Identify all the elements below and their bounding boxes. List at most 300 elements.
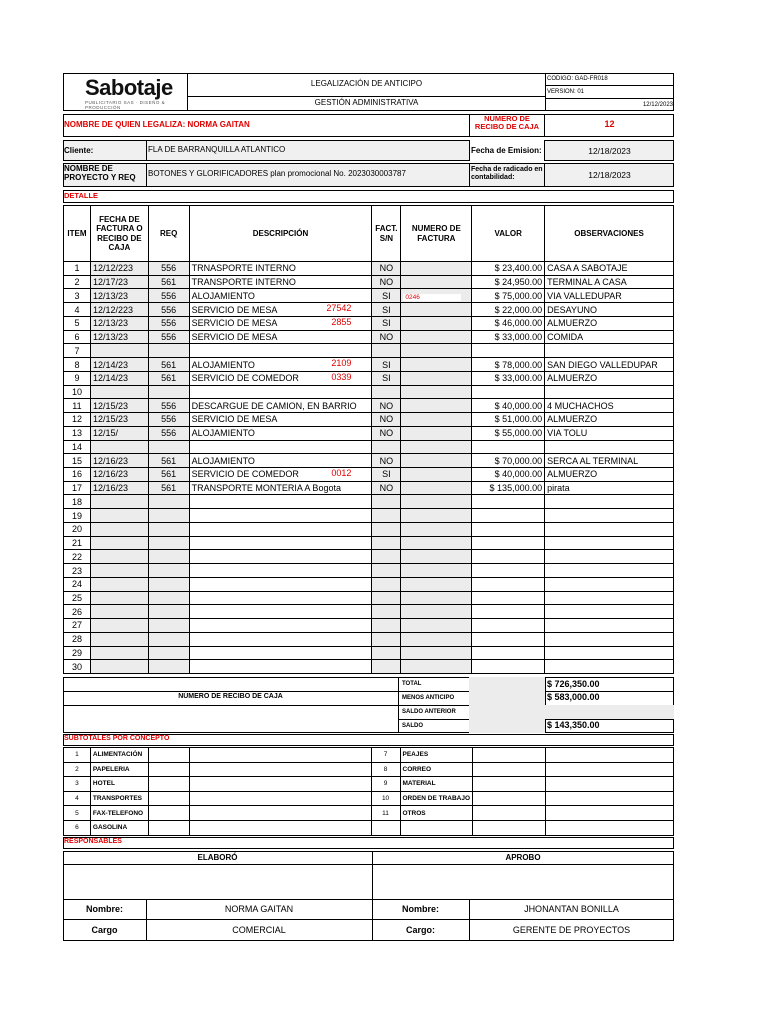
fact-cell bbox=[372, 646, 401, 660]
descripcion-cell bbox=[189, 454, 372, 468]
req-cell bbox=[148, 577, 189, 591]
fact-cell bbox=[372, 522, 401, 536]
item-cell: 4 bbox=[64, 303, 91, 317]
item-cell: 11 bbox=[64, 399, 91, 413]
numero-factura-cell bbox=[401, 577, 472, 591]
emision-value: 12/18/2023 bbox=[588, 146, 631, 156]
fact-cell bbox=[372, 536, 401, 550]
fecha-cell bbox=[90, 632, 148, 646]
descripcion-cell bbox=[189, 646, 372, 660]
subtotal-concept: TRANSPORTES bbox=[90, 791, 148, 806]
descripcion-text: SERVICIO DE MESA bbox=[191, 414, 278, 425]
numero-factura-text: 0246 bbox=[403, 294, 461, 301]
req-cell bbox=[148, 509, 189, 523]
item-cell: 21 bbox=[64, 536, 91, 550]
client-value: FLA DE BARRANQUILLA ATLANTICO bbox=[148, 145, 286, 154]
req-cell bbox=[148, 619, 189, 633]
req-cell: 561 bbox=[148, 468, 189, 482]
table-row bbox=[64, 316, 674, 330]
descripcion-cell bbox=[189, 522, 372, 536]
observaciones-cell bbox=[545, 440, 674, 454]
item-cell: 9 bbox=[64, 371, 91, 385]
observaciones-cell: DESAYUNO bbox=[545, 303, 674, 317]
subtotal-number: 2 bbox=[64, 762, 91, 777]
observaciones-cell bbox=[545, 536, 674, 550]
numero-factura-cell bbox=[401, 289, 472, 303]
req-cell bbox=[148, 646, 189, 660]
req-cell bbox=[148, 495, 189, 509]
numero-factura-cell bbox=[401, 371, 472, 385]
table-row bbox=[64, 303, 674, 317]
fact-cell: SI bbox=[372, 371, 401, 385]
recibo-numero: 0339 bbox=[331, 371, 352, 382]
subtotal-blank bbox=[545, 762, 673, 777]
table-row bbox=[64, 426, 674, 440]
subtotal-concept: ORDEN DE TRABAJO bbox=[400, 791, 473, 806]
document-version: VERSION: 01 bbox=[546, 86, 674, 99]
recibo-label: NUMERO DE RECIBO DE CAJA bbox=[469, 114, 545, 137]
descripcion-cell bbox=[189, 564, 372, 578]
fecha-cell bbox=[90, 522, 148, 536]
descripcion-text: ALOJAMIENTO bbox=[191, 290, 255, 301]
numero-factura-cell bbox=[401, 550, 472, 564]
table-row bbox=[64, 371, 674, 385]
descripcion-cell bbox=[189, 316, 372, 330]
subtotal-blank bbox=[189, 748, 371, 763]
req-cell bbox=[148, 660, 189, 674]
legaliza-label: NOMBRE DE QUIEN LEGALIZA: NORMA GAITAN bbox=[64, 120, 250, 129]
subtotal-blank bbox=[189, 806, 371, 821]
fecha-cell bbox=[90, 605, 148, 619]
subtotal-concept: FAX-TELEFONO bbox=[90, 806, 148, 821]
subtotal-number: 3 bbox=[64, 777, 91, 792]
numero-factura-cell bbox=[401, 275, 472, 289]
item-cell: 3 bbox=[64, 289, 91, 303]
descripcion-cell bbox=[189, 632, 372, 646]
item-cell: 20 bbox=[64, 522, 91, 536]
recibo-numero: 0012 bbox=[331, 468, 352, 479]
descripcion-cell bbox=[189, 468, 372, 482]
meta-box bbox=[545, 73, 674, 111]
descripcion-cell bbox=[189, 509, 372, 523]
aprobo-cargo-label: Cargo: bbox=[406, 925, 435, 935]
document-title: LEGALIZACIÓN DE ANTICIPO bbox=[310, 79, 423, 88]
fact-cell: NO bbox=[372, 262, 401, 276]
fecha-cell: 12/12/223 bbox=[90, 262, 148, 276]
valor-cell: $ 24,950.00 bbox=[472, 275, 545, 289]
table-row bbox=[64, 619, 674, 633]
fact-cell: NO bbox=[372, 413, 401, 427]
descripcion-cell bbox=[189, 550, 372, 564]
numero-factura-cell bbox=[401, 440, 472, 454]
table-row bbox=[64, 289, 674, 303]
numero-factura-cell bbox=[401, 262, 472, 276]
subtotal-value bbox=[473, 791, 546, 806]
fecha-cell bbox=[90, 440, 148, 454]
fact-cell bbox=[372, 564, 401, 578]
subtotal-value bbox=[473, 762, 546, 777]
item-cell: 6 bbox=[64, 330, 91, 344]
fecha-cell bbox=[90, 550, 148, 564]
subtotal-row bbox=[64, 791, 674, 806]
col-numero-factura: NUMERO DE FACTURA bbox=[401, 206, 472, 262]
subtotal-blank bbox=[189, 762, 371, 777]
observaciones-cell bbox=[545, 632, 674, 646]
fact-cell bbox=[372, 344, 401, 358]
descripcion-cell bbox=[189, 605, 372, 619]
numero-factura-cell bbox=[401, 605, 472, 619]
descripcion-text: DESCARGUE DE CAMION, EN BARRIO bbox=[191, 400, 357, 411]
fecha-cell bbox=[90, 564, 148, 578]
fact-cell: NO bbox=[372, 275, 401, 289]
descripcion-cell bbox=[189, 330, 372, 344]
elaboro-nombre-label: Nombre: bbox=[85, 904, 123, 914]
subtotales-label: SUBTOTALES POR CONCEPTO bbox=[64, 735, 170, 742]
subtotal-concept: CORREO bbox=[400, 762, 473, 777]
numero-factura-cell bbox=[401, 330, 472, 344]
item-cell: 8 bbox=[64, 358, 91, 372]
subtotal-blank bbox=[545, 777, 673, 792]
req-cell: 556 bbox=[148, 289, 189, 303]
observaciones-cell: SAN DIEGO VALLEDUPAR bbox=[545, 358, 674, 372]
saldo-anterior-label: SALDO ANTERIOR bbox=[402, 709, 456, 715]
valor-cell: $ 23,400.00 bbox=[472, 262, 545, 276]
project-label: NOMBRE DE PROYECTO Y REQ bbox=[64, 164, 136, 182]
valor-cell bbox=[472, 344, 545, 358]
fecha-cell: 12/13/23 bbox=[90, 316, 148, 330]
table-row bbox=[64, 454, 674, 468]
fecha-cell bbox=[90, 577, 148, 591]
detail-header-row bbox=[64, 206, 674, 262]
fact-cell bbox=[372, 385, 401, 399]
fact-cell bbox=[372, 577, 401, 591]
descripcion-cell bbox=[189, 289, 372, 303]
anticipo-label: MENOS ANTICIPO bbox=[402, 695, 455, 701]
observaciones-cell: ALMUERZO bbox=[545, 371, 674, 385]
item-cell: 25 bbox=[64, 591, 91, 605]
numero-factura-cell bbox=[401, 619, 472, 633]
valor-cell bbox=[472, 577, 545, 591]
numero-factura-cell bbox=[401, 344, 472, 358]
fact-cell bbox=[372, 509, 401, 523]
observaciones-cell: ALMUERZO bbox=[545, 316, 674, 330]
subtotal-value bbox=[148, 820, 189, 835]
req-cell bbox=[148, 550, 189, 564]
item-cell: 15 bbox=[64, 454, 91, 468]
fact-cell: SI bbox=[372, 303, 401, 317]
fecha-cell bbox=[90, 660, 148, 674]
subtotales-table bbox=[63, 747, 674, 836]
table-row bbox=[64, 660, 674, 674]
descripcion-cell bbox=[189, 262, 372, 276]
observaciones-cell bbox=[545, 550, 674, 564]
fecha-cell: 12/15/23 bbox=[90, 399, 148, 413]
responsables-label: RESPONSABLES bbox=[64, 838, 122, 845]
descripcion-cell bbox=[189, 413, 372, 427]
table-row bbox=[64, 632, 674, 646]
descripcion-cell bbox=[189, 619, 372, 633]
subtotal-value bbox=[148, 806, 189, 821]
valor-cell bbox=[472, 591, 545, 605]
elaboro-label: ELABORÓ bbox=[197, 853, 238, 862]
fact-cell: NO bbox=[372, 481, 401, 495]
recibo-caja-label: NÚMERO DE RECIBO DE CAJA bbox=[178, 693, 283, 700]
detalle-bar bbox=[63, 190, 674, 203]
fact-cell: SI bbox=[372, 468, 401, 482]
descripcion-text: TRNASPORTE INTERNO bbox=[191, 263, 296, 274]
req-cell bbox=[148, 344, 189, 358]
company-logo: Sabotaje bbox=[85, 75, 173, 100]
table-row bbox=[64, 358, 674, 372]
req-cell bbox=[148, 440, 189, 454]
valor-cell: $ 33,000.00 bbox=[472, 330, 545, 344]
fact-cell: SI bbox=[372, 358, 401, 372]
item-cell: 22 bbox=[64, 550, 91, 564]
subtotal-number: 5 bbox=[64, 806, 91, 821]
observaciones-cell: CASA A SABOTAJE bbox=[545, 262, 674, 276]
valor-cell bbox=[472, 495, 545, 509]
fact-cell bbox=[372, 495, 401, 509]
table-row bbox=[64, 440, 674, 454]
descripcion-cell bbox=[189, 385, 372, 399]
req-cell: 556 bbox=[148, 426, 189, 440]
numero-factura-cell bbox=[401, 385, 472, 399]
numero-factura-cell bbox=[401, 522, 472, 536]
valor-cell: $ 135,000.00 bbox=[472, 481, 545, 495]
numero-factura-cell bbox=[401, 468, 472, 482]
fecha-cell: 12/15/23 bbox=[90, 413, 148, 427]
descripcion-text: SERVICIO DE MESA bbox=[191, 332, 278, 343]
table-row bbox=[64, 591, 674, 605]
subtotal-blank bbox=[189, 791, 371, 806]
valor-cell: $ 22,000.00 bbox=[472, 303, 545, 317]
descripcion-cell bbox=[189, 495, 372, 509]
table-row bbox=[64, 262, 674, 276]
item-cell: 14 bbox=[64, 440, 91, 454]
col-item: ITEM bbox=[64, 206, 91, 262]
item-cell: 24 bbox=[64, 577, 91, 591]
numero-factura-cell bbox=[401, 632, 472, 646]
item-cell: 28 bbox=[64, 632, 91, 646]
valor-cell: $ 40,000.00 bbox=[472, 468, 545, 482]
subtotal-row bbox=[64, 806, 674, 821]
valor-cell: $ 75,000.00 bbox=[472, 289, 545, 303]
subtotal-row bbox=[64, 748, 674, 763]
client-label: Cliente: bbox=[64, 146, 94, 155]
recibo-value: 12 bbox=[604, 119, 615, 129]
valor-cell: $ 33,000.00 bbox=[472, 371, 545, 385]
table-row bbox=[64, 468, 674, 482]
req-cell bbox=[148, 632, 189, 646]
subtotal-concept: OTROS bbox=[400, 806, 473, 821]
valor-cell bbox=[472, 522, 545, 536]
total-label: TOTAL bbox=[402, 681, 422, 687]
valor-cell: $ 46,000.00 bbox=[472, 316, 545, 330]
subtotal-number: 1 bbox=[64, 748, 91, 763]
header-divider bbox=[188, 96, 545, 97]
item-cell: 29 bbox=[64, 646, 91, 660]
table-row bbox=[64, 646, 674, 660]
observaciones-cell bbox=[545, 619, 674, 633]
table-row bbox=[64, 275, 674, 289]
descripcion-cell bbox=[189, 426, 372, 440]
item-cell: 5 bbox=[64, 316, 91, 330]
descripcion-cell bbox=[189, 358, 372, 372]
item-cell: 19 bbox=[64, 509, 91, 523]
subtotal-value bbox=[148, 762, 189, 777]
observaciones-cell bbox=[545, 344, 674, 358]
descripcion-cell bbox=[189, 481, 372, 495]
valor-cell bbox=[472, 536, 545, 550]
radicado-value: 12/18/2023 bbox=[588, 170, 631, 180]
valor-cell bbox=[472, 619, 545, 633]
fact-cell: NO bbox=[372, 399, 401, 413]
subtotal-number: 11 bbox=[371, 806, 400, 821]
numero-factura-cell bbox=[401, 591, 472, 605]
detail-table bbox=[63, 205, 674, 674]
aprobo-nombre-label: Nombre: bbox=[401, 904, 439, 914]
item-cell: 30 bbox=[64, 660, 91, 674]
descripcion-cell bbox=[189, 303, 372, 317]
subtotal-number: 6 bbox=[64, 820, 91, 835]
table-row bbox=[64, 577, 674, 591]
numero-factura-cell bbox=[401, 426, 472, 440]
observaciones-cell: VIA TOLU bbox=[545, 426, 674, 440]
fecha-cell bbox=[90, 591, 148, 605]
req-cell bbox=[148, 591, 189, 605]
table-row bbox=[64, 330, 674, 344]
table-row bbox=[64, 344, 674, 358]
item-cell: 10 bbox=[64, 385, 91, 399]
fecha-cell bbox=[90, 495, 148, 509]
fecha-cell: 12/13/23 bbox=[90, 330, 148, 344]
req-cell: 561 bbox=[148, 454, 189, 468]
descripcion-text: TRANSPORTE MONTERIA A Bogota bbox=[191, 483, 341, 494]
fact-cell bbox=[372, 591, 401, 605]
descripcion-text: SERVICIO DE MESA bbox=[191, 304, 278, 315]
emision-label: Fecha de Emision: bbox=[471, 146, 542, 155]
fact-cell: NO bbox=[372, 426, 401, 440]
subtotal-blank bbox=[545, 791, 673, 806]
item-cell: 16 bbox=[64, 468, 91, 482]
item-cell: 26 bbox=[64, 605, 91, 619]
numero-factura-cell bbox=[401, 454, 472, 468]
observaciones-cell: COMIDA bbox=[545, 330, 674, 344]
col-valor: VALOR bbox=[472, 206, 545, 262]
descripcion-cell bbox=[189, 371, 372, 385]
subtotal-value bbox=[473, 748, 546, 763]
req-cell: 556 bbox=[148, 303, 189, 317]
req-cell: 556 bbox=[148, 413, 189, 427]
req-cell: 561 bbox=[148, 371, 189, 385]
fecha-cell: 12/12/223 bbox=[90, 303, 148, 317]
subtotal-value bbox=[473, 777, 546, 792]
observaciones-cell: VIA VALLEDUPAR bbox=[545, 289, 674, 303]
table-row bbox=[64, 413, 674, 427]
observaciones-cell bbox=[545, 495, 674, 509]
descripcion-cell bbox=[189, 275, 372, 289]
req-cell bbox=[148, 536, 189, 550]
table-row bbox=[64, 605, 674, 619]
subtotal-number: 10 bbox=[371, 791, 400, 806]
descripcion-cell bbox=[189, 660, 372, 674]
fecha-cell bbox=[90, 619, 148, 633]
valor-cell bbox=[472, 660, 545, 674]
item-cell: 18 bbox=[64, 495, 91, 509]
valor-cell bbox=[472, 605, 545, 619]
table-row bbox=[64, 550, 674, 564]
descripcion-text: SERVICIO DE COMEDOR bbox=[191, 469, 299, 480]
fact-cell bbox=[372, 619, 401, 633]
req-cell bbox=[148, 522, 189, 536]
fecha-cell: 12/16/23 bbox=[90, 468, 148, 482]
valor-cell bbox=[472, 564, 545, 578]
subtotal-value bbox=[148, 791, 189, 806]
fact-cell: SI bbox=[372, 289, 401, 303]
observaciones-cell bbox=[545, 509, 674, 523]
observaciones-cell bbox=[545, 522, 674, 536]
saldo-label: SALDO bbox=[402, 723, 423, 729]
valor-cell: $ 55,000.00 bbox=[472, 426, 545, 440]
subtotal-number: 4 bbox=[64, 791, 91, 806]
observaciones-cell bbox=[545, 646, 674, 660]
recibo-numero: 27542 bbox=[326, 303, 352, 314]
valor-cell bbox=[472, 550, 545, 564]
table-row bbox=[64, 399, 674, 413]
item-cell: 12 bbox=[64, 413, 91, 427]
recibo-numero: 2109 bbox=[331, 358, 352, 369]
logo-subtitle: PUBLICITARIO SAS · DISEÑO & PRODUCCIÓN bbox=[85, 100, 166, 110]
col-req: REQ bbox=[148, 206, 189, 262]
numero-factura-cell bbox=[401, 413, 472, 427]
descripcion-cell bbox=[189, 577, 372, 591]
numero-factura-cell bbox=[401, 358, 472, 372]
valor-cell: $ 70,000.00 bbox=[472, 454, 545, 468]
observaciones-cell bbox=[545, 577, 674, 591]
valor-cell bbox=[472, 440, 545, 454]
project-value: BOTONES Y GLORIFICADORES plan promocional No. 2023030003787 bbox=[148, 169, 406, 178]
fact-cell: NO bbox=[372, 330, 401, 344]
fecha-cell: 12/13/23 bbox=[90, 289, 148, 303]
subtotal-concept: PEAJES bbox=[400, 748, 473, 763]
fecha-cell: 12/15/ bbox=[90, 426, 148, 440]
numero-factura-cell bbox=[401, 481, 472, 495]
col-descripcion: DESCRIPCIÓN bbox=[189, 206, 372, 262]
fact-cell: NO bbox=[372, 454, 401, 468]
numero-factura-cell bbox=[401, 509, 472, 523]
subtotal-value bbox=[473, 806, 546, 821]
subtotal-blank bbox=[545, 748, 673, 763]
req-cell: 561 bbox=[148, 481, 189, 495]
req-cell bbox=[148, 385, 189, 399]
observaciones-cell: SERCA AL TERMINAL bbox=[545, 454, 674, 468]
table-row bbox=[64, 536, 674, 550]
table-row bbox=[64, 385, 674, 399]
valor-cell: $ 78,000.00 bbox=[472, 358, 545, 372]
observaciones-cell: 4 MUCHACHOS bbox=[545, 399, 674, 413]
numero-factura-cell bbox=[401, 660, 472, 674]
req-cell bbox=[148, 564, 189, 578]
numero-factura-cell bbox=[401, 316, 472, 330]
item-cell: 17 bbox=[64, 481, 91, 495]
subtotal-concept: HOTEL bbox=[90, 777, 148, 792]
table-row bbox=[64, 564, 674, 578]
req-cell: 556 bbox=[148, 399, 189, 413]
table-row bbox=[64, 509, 674, 523]
fecha-cell bbox=[90, 536, 148, 550]
detalle-label: DETALLE bbox=[64, 191, 99, 200]
descripcion-cell bbox=[189, 399, 372, 413]
